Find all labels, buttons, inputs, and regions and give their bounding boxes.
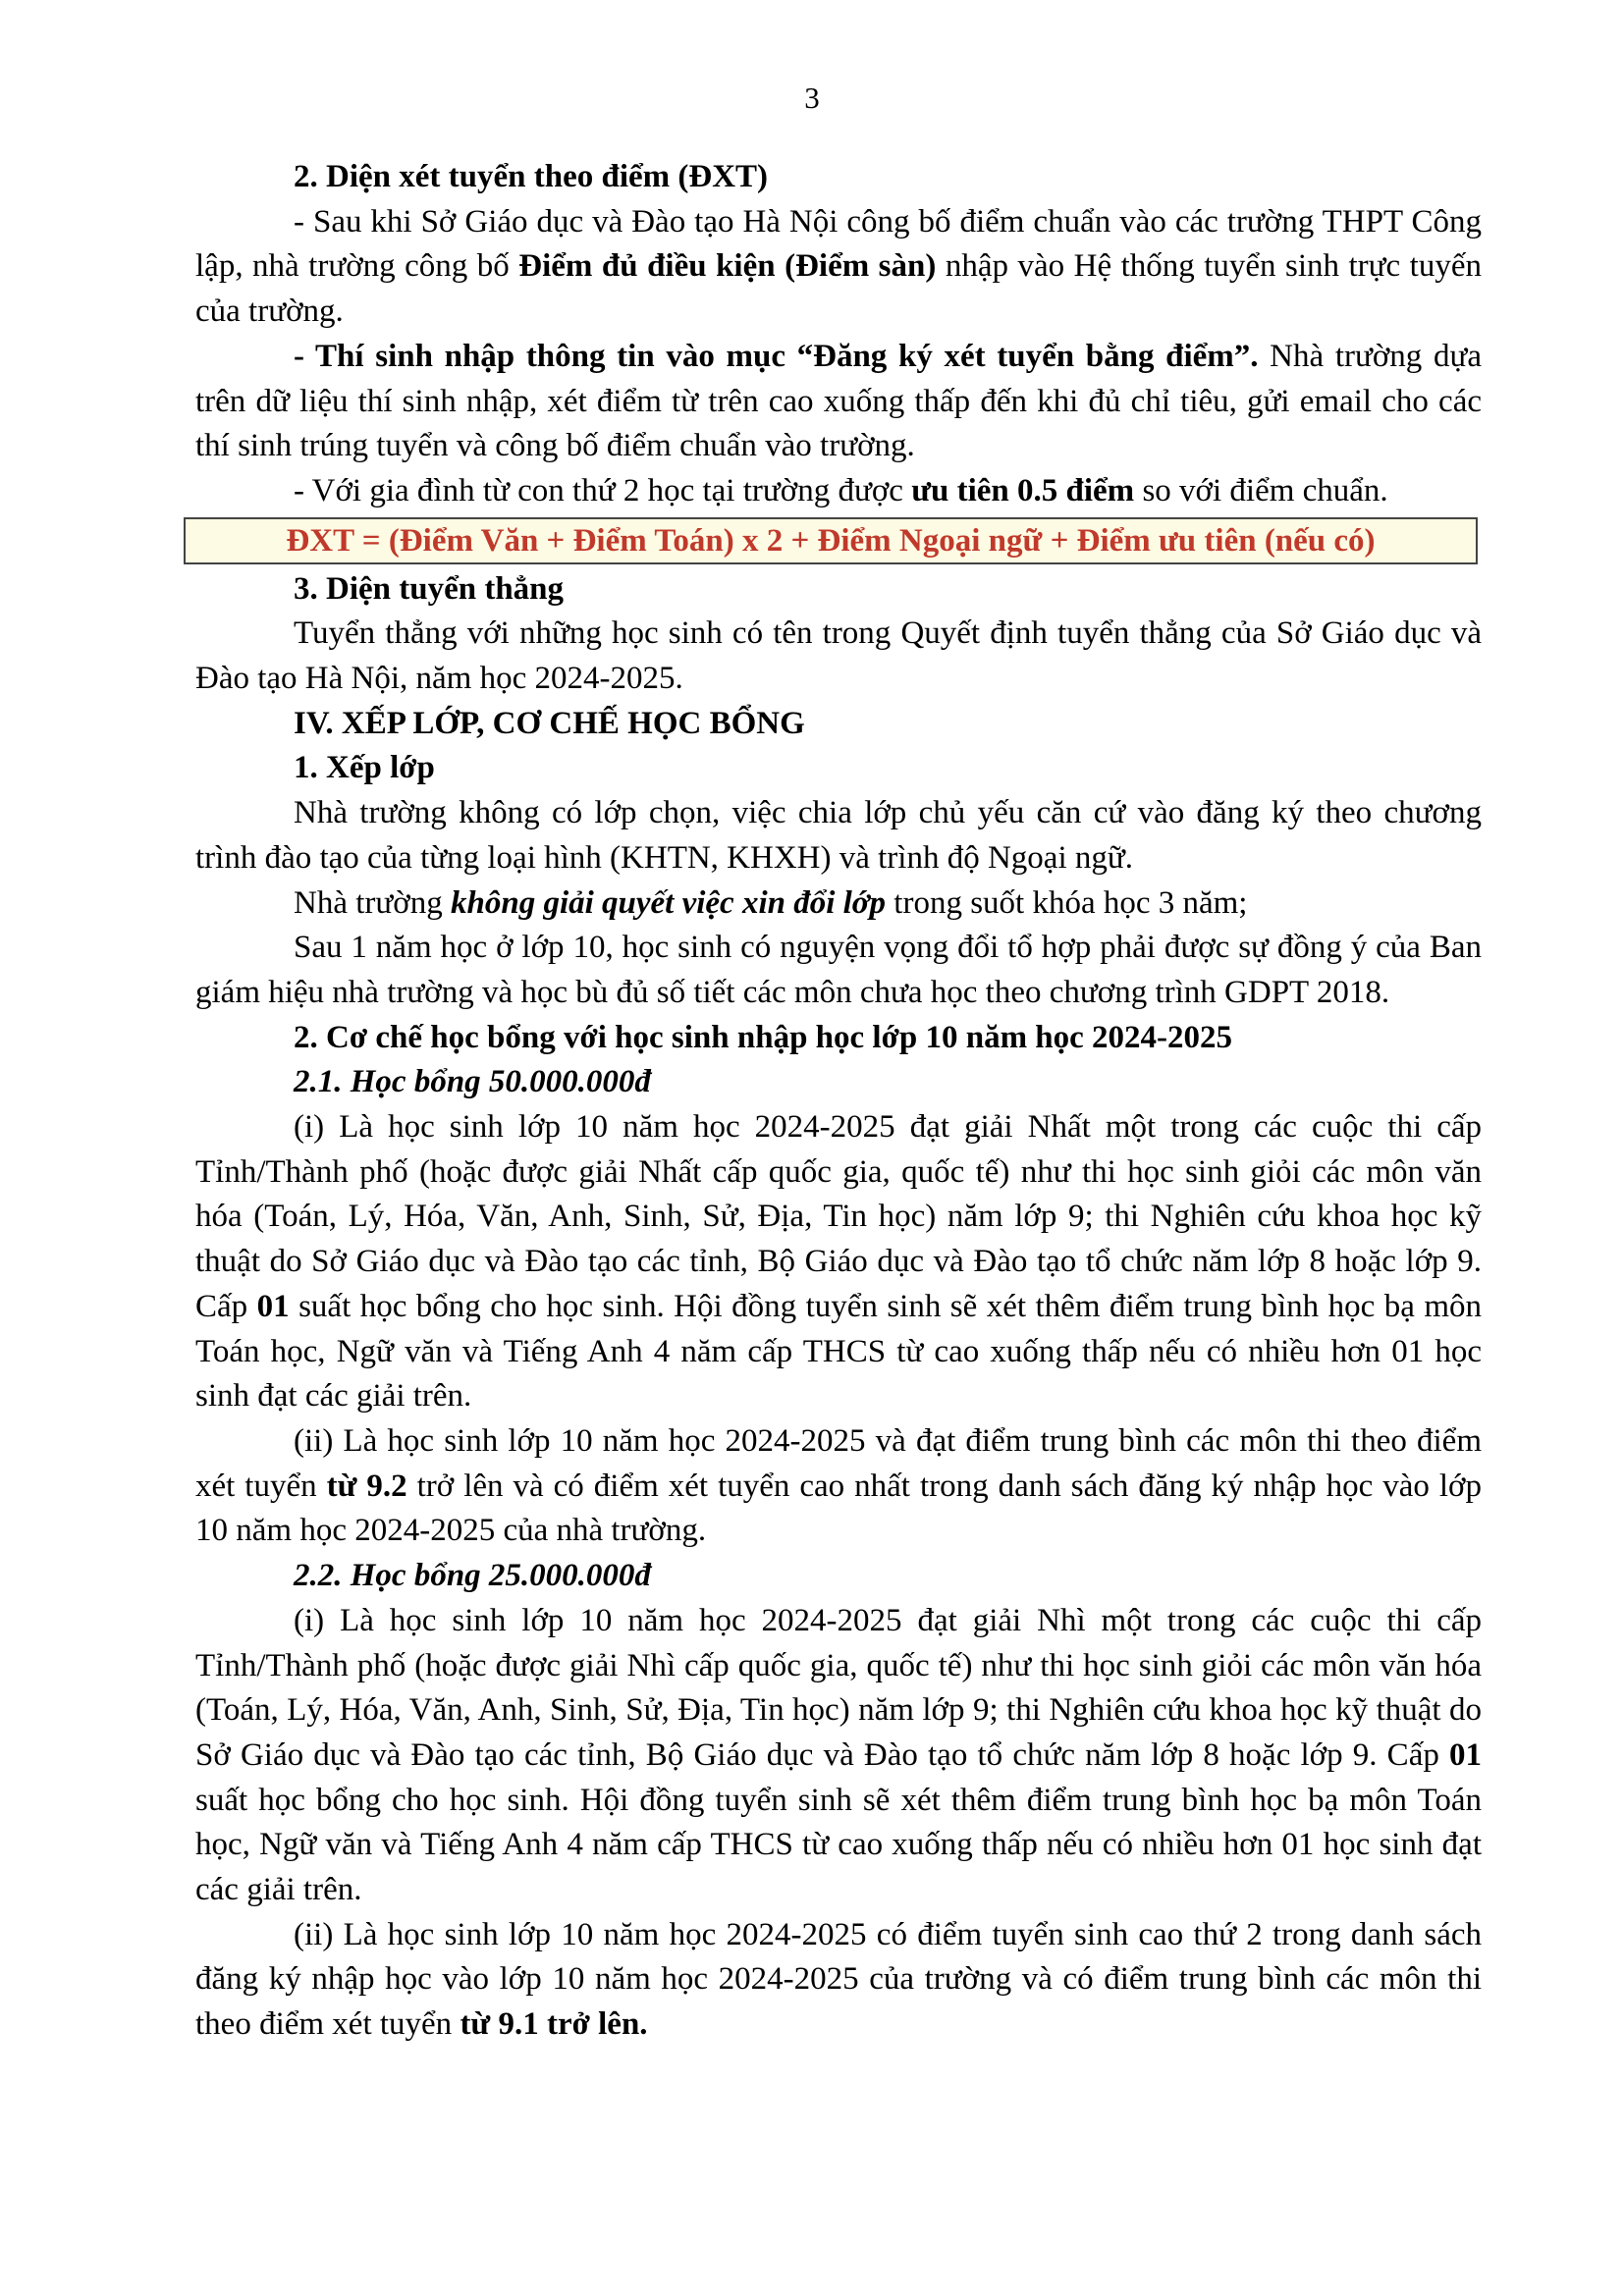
section-heading-direct-admission: 3. Diện tuyển thẳng	[294, 570, 565, 607]
paragraph-50m-ii	[195, 1419, 1482, 1554]
paragraph-class-3: Sau 1 năm học ở lớp 10, học sinh có nguyện vọng đổi tổ hợp phải được sự đồng ý của Ban giám hiệu nhà trường và học bù đủ số tiết các môn chưa học theo chương trình GDPT 2018.	[195, 930, 1482, 1010]
bold-text: Điểm đủ điều kiện (Điểm sàn)	[518, 248, 937, 285]
text: Nhà trường dựa trên dữ liệu thí sinh nhập, xét điểm từ trên cao xuống thấp đến khi đủ chỉ tiêu, gửi email cho các thí sinh trúng tuyển và công bố điểm chuẩn vào trường.	[195, 338, 1482, 464]
paragraph-dxt-1	[195, 200, 1482, 335]
text: suất học bổng cho học sinh. Hội đồng tuyển sinh sẽ xét thêm điểm trung bình học bạ môn Toán học, Ngữ văn và Tiếng Anh 4 năm cấp THCS từ cao xuống thấp nếu có nhiều hơn 01 học sinh đạt các giải trên.	[195, 1782, 1482, 1908]
bold-text: 01	[256, 1288, 290, 1324]
bold-text: - Thí sinh nhập thông tin vào mục “Đăng ký xét tuyển bằng điểm”.	[294, 338, 1259, 374]
subheading-scholarship-50m: 2.1. Học bổng 50.000.000đ	[294, 1064, 651, 1100]
text: (i) Là học sinh lớp 10 năm học 2024-2025 đạt giải Nhì một trong các cuộc thi cấp Tỉnh/Thành phố (hoặc được giải Nhì cấp quốc gia, quốc tế) như thi học sinh giỏi các môn văn hóa (Toán, Lý, Hóa, Văn, Anh, Sinh, Sử, Địa, Tin học) năm lớp 9; thi Nghiên cứu khoa học kỹ thuật do Sở Giáo dục và Đào tạo các tỉnh, Bộ Giáo dục và Đào tạo tổ chức năm lớp 8 hoặc lớp 9. Cấp	[195, 1602, 1482, 1773]
text: so với điểm chuẩn.	[1134, 472, 1388, 508]
bold-text: 01	[1449, 1736, 1482, 1773]
subheading-class-arrangement: 1. Xếp lớp	[294, 750, 435, 786]
bold-italic-text: không giải quyết việc xin đổi lớp	[450, 884, 887, 921]
text: - Với gia đình từ con thứ 2 học tại trường được	[294, 472, 912, 508]
text: suất học bổng cho học sinh. Hội đồng tuyển sinh sẽ xét thêm điểm trung bình học bạ môn Toán học, Ngữ văn và Tiếng Anh 4 năm cấp THCS từ cao xuống thấp nếu có nhiều hơn 01 học sinh đạt các giải trên.	[195, 1288, 1482, 1415]
subheading-scholarship: 2. Cơ chế học bổng với học sinh nhập học lớp 10 năm học 2024-2025	[294, 1019, 1233, 1055]
bold-text: ưu tiên 0.5 điểm	[911, 472, 1135, 508]
text: - Sau khi Sở Giáo dục và Đào tạo Hà Nội công bố điểm chuẩn vào các trường THPT Công lập, nhà trường công bố	[195, 203, 1482, 285]
section-heading-iv: IV. XẾP LỚP, CƠ CHẾ HỌC BỔNG	[294, 705, 805, 741]
text: (ii) Là học sinh lớp 10 năm học 2024-2025 và đạt điểm trung bình các môn thi theo điểm xét tuyển	[195, 1422, 1482, 1504]
text: Nhà trường	[294, 884, 451, 921]
paragraph-class-1: Nhà trường không có lớp chọn, việc chia lớp chủ yếu căn cứ vào đăng ký theo chương trình đào tạo của từng loại hình (KHTN, KHXH) và trình độ Ngoại ngữ.	[195, 795, 1482, 876]
section-heading-dxt: 2. Diện xét tuyển theo điểm (ĐXT)	[294, 159, 769, 194]
subheading-scholarship-25m: 2.2. Học bổng 25.000.000đ	[294, 1558, 651, 1594]
paragraph-25m-i	[195, 1599, 1482, 1913]
text: trong suốt khóa học 3 năm;	[886, 884, 1248, 921]
bold-text: từ 9.1 trở lên.	[460, 2006, 648, 2043]
text: (ii) Là học sinh lớp 10 năm học 2024-2025 có điểm tuyển sinh cao thứ 2 trong danh sách đăng ký nhập học vào lớp 10 năm học 2024-2025 của trường và có điểm trung bình các môn thi theo điểm xét tuyển	[195, 1916, 1482, 2043]
text: (i) Là học sinh lớp 10 năm học 2024-2025 đạt giải Nhất một trong các cuộc thi cấp Tỉnh/Thành phố (hoặc được giải Nhất cấp quốc gia, quốc tế) như thi học sinh giỏi các môn văn hóa (Toán, Lý, Hóa, Văn, Anh, Sinh, Sử, Địa, Tin học) năm lớp 9; thi Nghiên cứu khoa học kỹ thuật do Sở Giáo dục và Đào tạo các tỉnh, Bộ Giáo dục và Đào tạo tổ chức năm lớp 8 hoặc lớp 9. Cấp	[195, 1109, 1482, 1324]
paragraph-25m-ii	[195, 1913, 1482, 2048]
paragraph-dxt-3	[195, 469, 1482, 514]
page-number: 3	[804, 80, 820, 115]
paragraph-direct-admission: Tuyển thẳng với những học sinh có tên trong Quyết định tuyển thẳng của Sở Giáo dục và Đào tạo Hà Nội, năm học 2024-2025.	[195, 615, 1482, 697]
text: nhập vào Hệ thống tuyển sinh trực tuyến của trường.	[195, 248, 1482, 330]
paragraph-50m-i	[195, 1105, 1482, 1419]
bold-text: từ 9.2	[326, 1468, 407, 1504]
paragraph-class-2	[195, 881, 1482, 927]
text: trở lên và có điểm xét tuyển cao nhất trong danh sách đăng ký nhập học vào lớp 10 năm học 2024-2025 của nhà trường.	[195, 1468, 1482, 1549]
formula-box: ĐXT = (Điểm Văn + Điểm Toán) x 2 + Điểm Ngoại ngữ + Điểm ưu tiên (nếu có)	[184, 517, 1478, 564]
page-content	[195, 155, 1482, 2048]
paragraph-dxt-2	[195, 335, 1482, 469]
